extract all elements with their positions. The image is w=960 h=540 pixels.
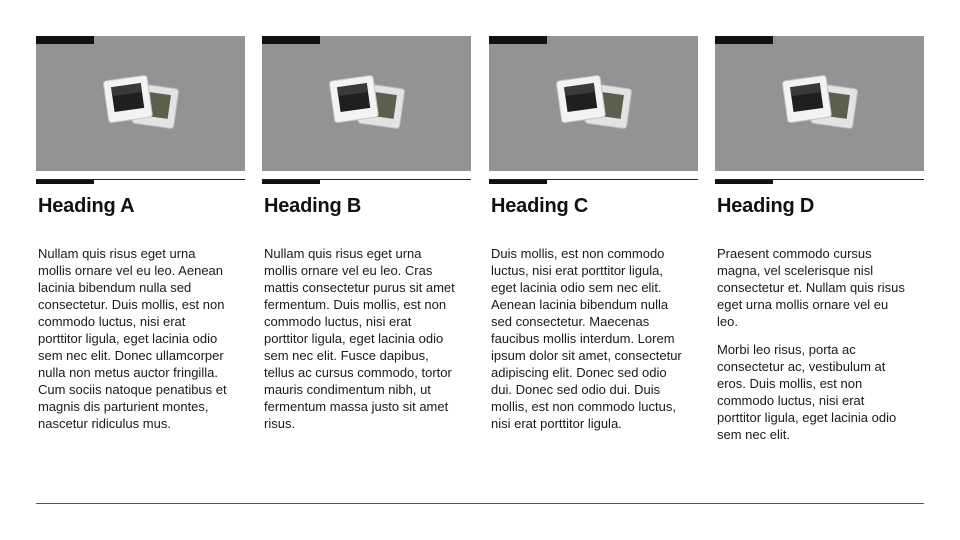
heading-rule (489, 179, 698, 180)
column-heading: Heading B (264, 195, 362, 217)
image-placeholder[interactable] (715, 36, 924, 171)
body-paragraph: Praesent commodo cursus magna, vel scelerisque nisl consectetur et. Nullam quis risus eget urna mollis ornare vel eu leo. (717, 246, 905, 329)
column-body (38, 245, 230, 432)
column-b (262, 36, 471, 443)
body-paragraph: Nullam quis risus eget urna mollis ornare vel eu leo. Cras mattis consectetur purus sit amet fermentum. Duis mollis, est non commodo luctus, nisi erat porttitor ligula, eget lacinia odio sem nec elit. Fusce dapibus, tellus ac cursus commodo, tortor mauris condimentum nibh, ut fermentum massa justo sit amet risus. (264, 246, 455, 431)
photo-slides-icon (553, 70, 633, 136)
image-placeholder[interactable] (262, 36, 471, 171)
column-c (489, 36, 698, 443)
photo-slides-icon (779, 70, 859, 136)
image-placeholder[interactable] (36, 36, 245, 171)
image-tab-accent (262, 36, 320, 44)
image-tab-accent (489, 36, 547, 44)
column-a (36, 36, 245, 443)
image-tab-accent (715, 36, 773, 44)
column-heading: Heading A (38, 195, 135, 217)
heading-rule-accent (36, 180, 94, 184)
heading-rule-accent (262, 180, 320, 184)
photo-slides-icon (100, 70, 180, 136)
heading-rule-accent (715, 180, 773, 184)
heading-rule (715, 179, 924, 180)
column-body (264, 245, 456, 432)
heading-rule (262, 179, 471, 180)
column-heading: Heading C (491, 195, 589, 217)
image-tab-accent (36, 36, 94, 44)
column-body (491, 245, 683, 432)
heading-rule-accent (489, 180, 547, 184)
body-paragraph: Duis mollis, est non commodo luctus, nisi erat porttitor ligula, eget lacinia odio sem nec elit. Aenean lacinia bibendum nulla sed consectetur. Maecenas faucibus mollis interdum. Lorem ipsum dolor sit amet, consectetur adipiscing elit. Donec sed odio dui. Donec sed odio dui. Duis mollis, est non commodo luctus, nisi erat porttitor ligula. (491, 246, 682, 431)
image-placeholder[interactable] (489, 36, 698, 171)
heading-rule (36, 179, 245, 180)
footer-divider (36, 503, 924, 504)
column-heading: Heading D (717, 195, 815, 217)
body-paragraph: Morbi leo risus, porta ac consectetur ac, vestibulum at eros. Duis mollis, est non commodo luctus, nisi erat porttitor ligula, eget lacinia odio sem nec elit. (717, 342, 897, 442)
column-body (717, 245, 909, 443)
photo-slides-icon (326, 70, 406, 136)
column-d (715, 36, 924, 454)
body-paragraph: Nullam quis risus eget urna mollis ornare vel eu leo. Aenean lacinia bibendum nulla sed consectetur. Duis mollis, est non commodo luctus, nisi erat porttitor ligula, eget lacinia odio sem nec elit. Donec ullamcorper nulla non metus auctor fringilla. Cum sociis natoque penatibus et magnis dis parturient montes, nascetur ridiculus mus. (38, 246, 227, 431)
